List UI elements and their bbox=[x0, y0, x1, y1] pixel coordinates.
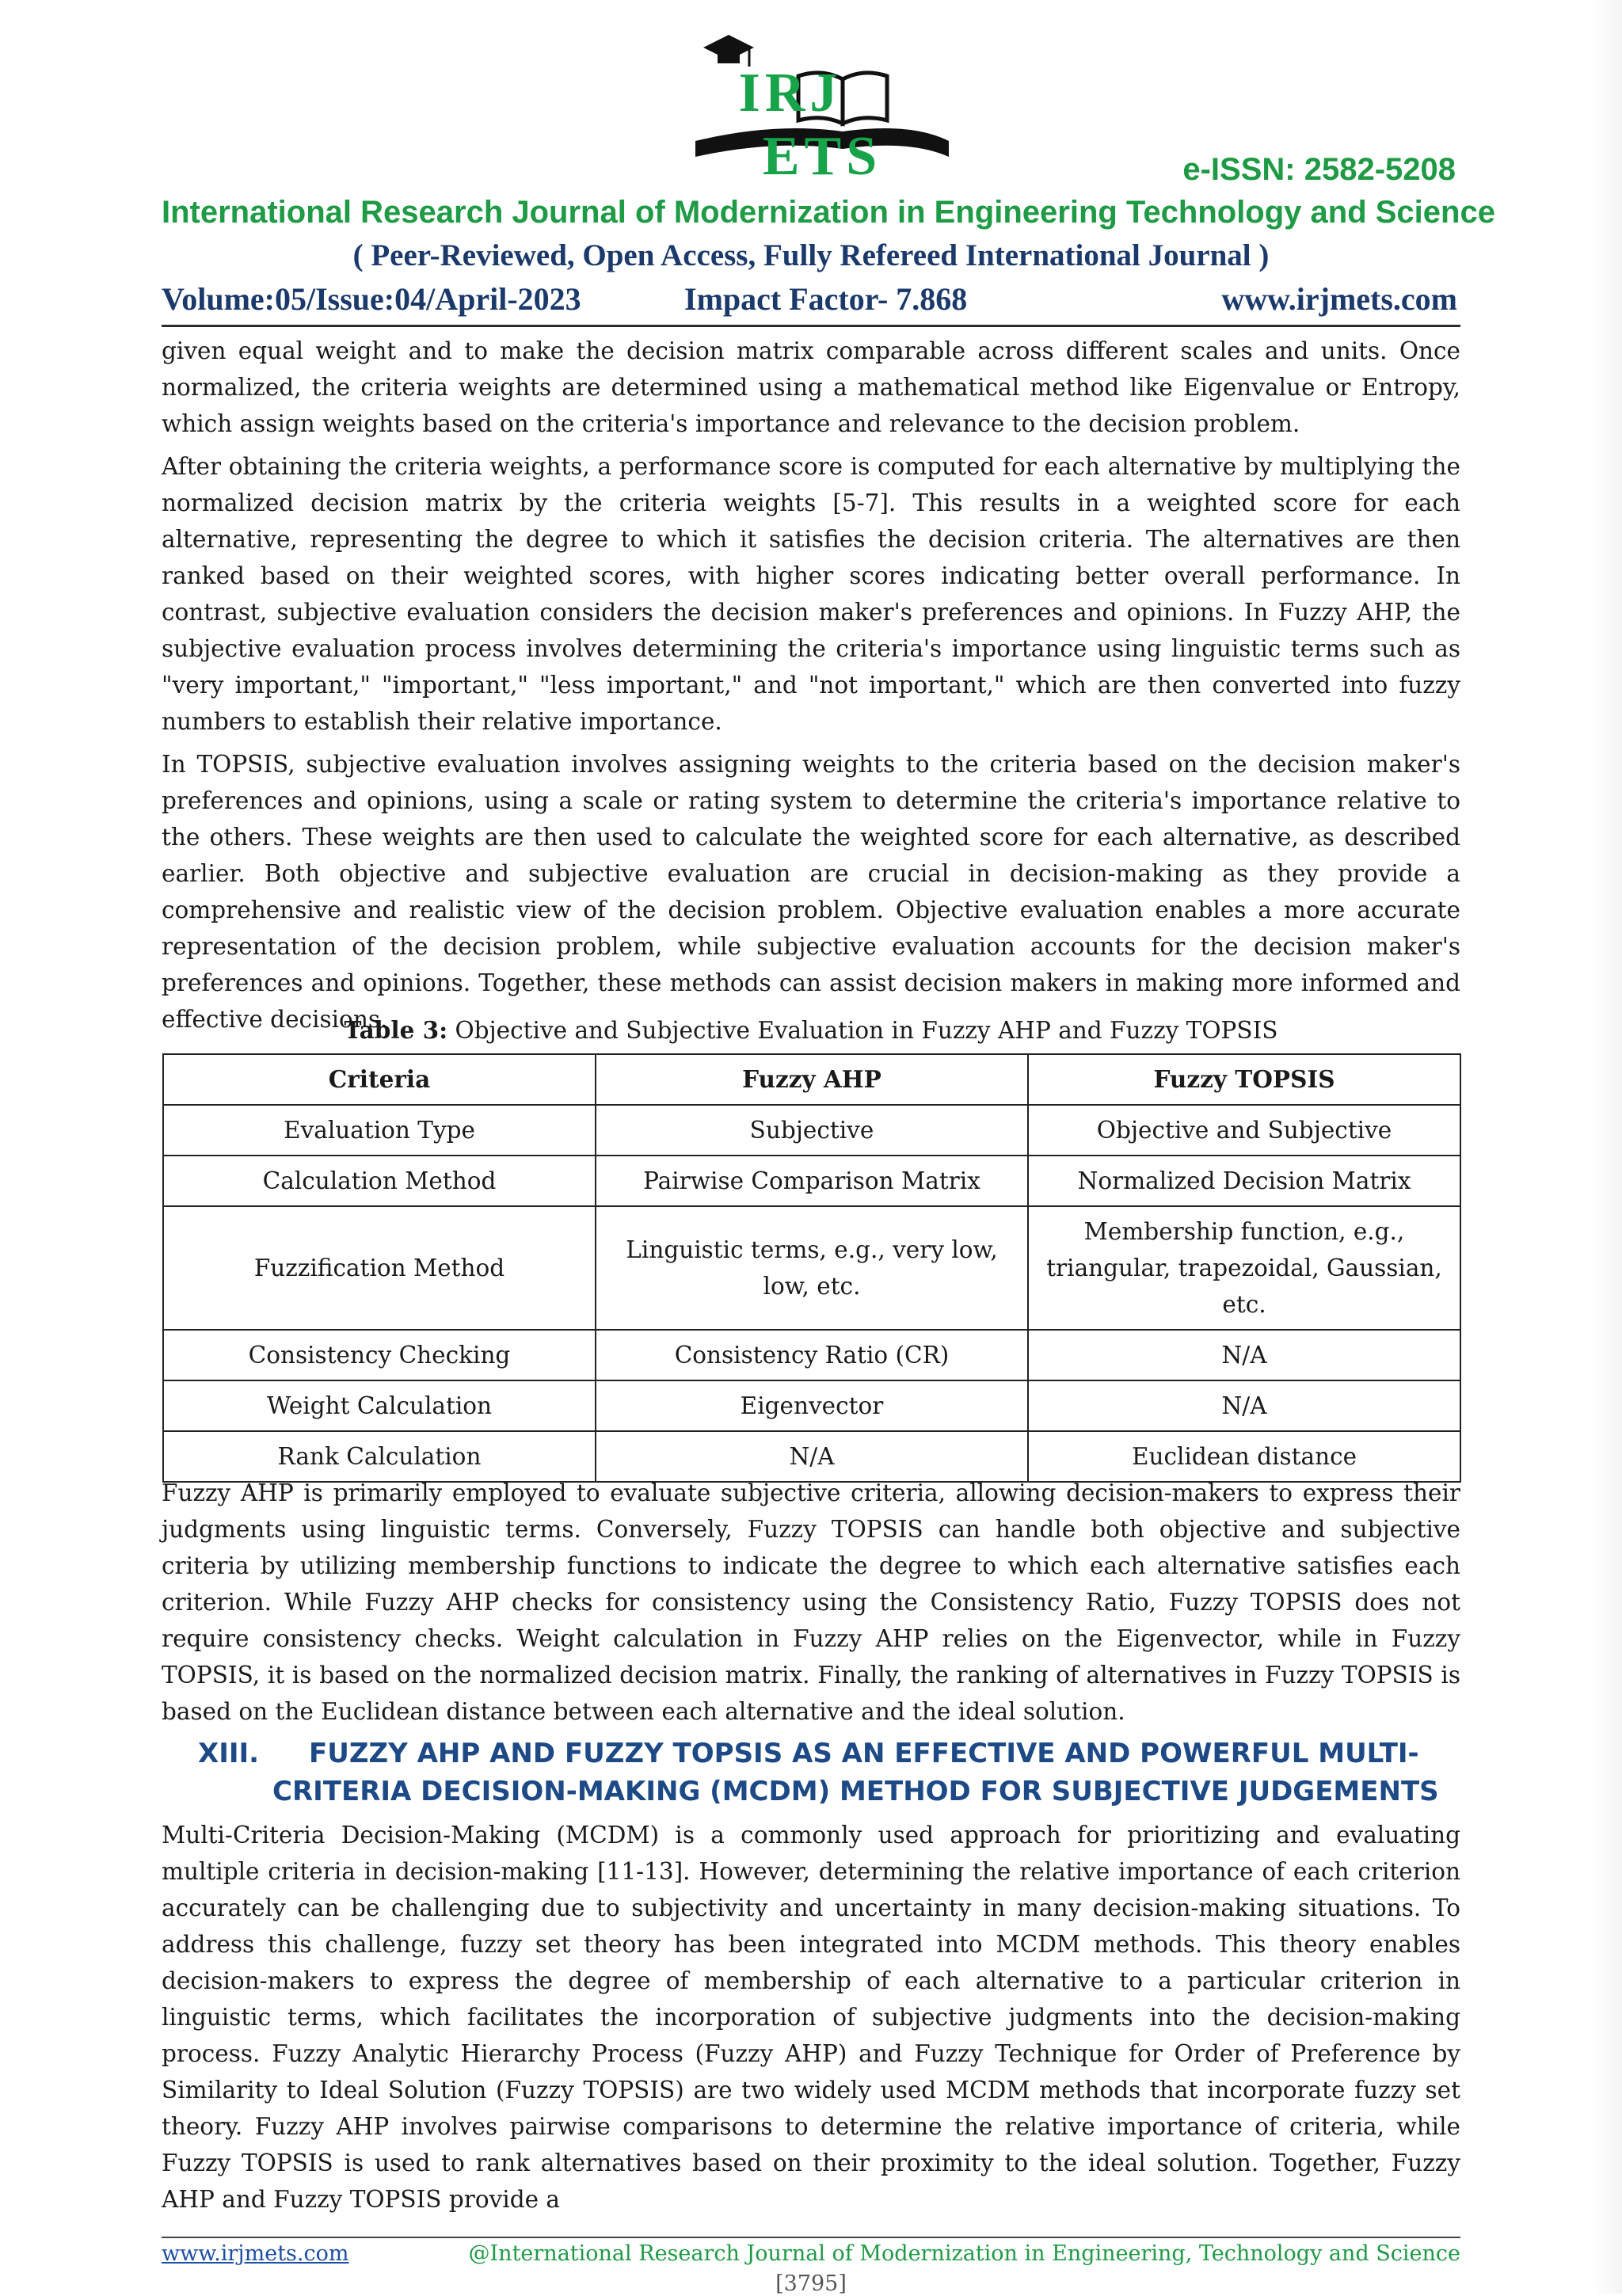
paragraph: given equal weight and to make the decision matrix comparable across different scales and units. Once normalized, the criteria weights are determined using a mathematical method like Eigenvalue or Entropy, which assign weights based on the criteria's importance and relevance to the decision problem. bbox=[162, 337, 1460, 437]
section-number: XIII. bbox=[198, 1738, 260, 1769]
table-caption-text: Objective and Subjective Evaluation in Fuzzy AHP and Fuzzy TOPSIS bbox=[447, 1017, 1278, 1044]
table-header-row bbox=[163, 1054, 1460, 1105]
table-cell: Pairwise Comparison Matrix bbox=[596, 1156, 1028, 1206]
peer-review-line: ( Peer-Reviewed, Open Access, Fully Refereed International Journal ) bbox=[352, 238, 1270, 272]
body-text-top bbox=[162, 333, 1460, 1044]
table-row bbox=[163, 1105, 1460, 1156]
table-row bbox=[163, 1380, 1460, 1431]
paragraph: Multi-Criteria Decision-Making (MCDM) is a commonly used approach for prioritizing and evaluating multiple criteria in decision-making [11-13]. However, determining the relative importance of each criterion accurately can be challenging due to subjectivity and uncertainty in many decision-making situations. To address this challenge, fuzzy set theory has been integrated into MCDM methods. This theory enables decision-makers to express the degree of membership of each alternative to a particular criterion in linguistic terms, which facilitates the incorporation of subjective judgments into the decision-making process. Fuzzy Analytic Hierarchy Process (Fuzzy AHP) and Fuzzy Technique for Order of Preference by Similarity to Ideal Solution (Fuzzy TOPSIS) are two widely used MCDM methods that incorporate fuzzy set theory. Fuzzy AHP involves pairwise comparisons to determine the relative importance of criteria, while Fuzzy TOPSIS is used to rank alternatives based on their proximity to the ideal solution. Together, Fuzzy AHP and Fuzzy TOPSIS provide a bbox=[162, 1822, 1460, 2213]
section-title-line1: FUZZY AHP AND FUZZY TOPSIS AS AN EFFECTIVE AND POWERFUL MULTI- bbox=[309, 1738, 1419, 1769]
table-cell: Membership function, e.g., triangular, trapezoidal, Gaussian, etc. bbox=[1028, 1206, 1460, 1330]
table-header-cell: Criteria bbox=[163, 1054, 596, 1105]
paragraph: In TOPSIS, subjective evaluation involves assigning weights to the criteria based on the decision maker's preferences and opinions, using a scale or rating system to determine the criteria's importance relative to the others. These weights are then used to calculate the weighted score for each alternative, as described earlier. Both objective and subjective evaluation are crucial in decision-making as they provide a comprehensive and realistic view of the decision problem. Objective evaluation enables a more accurate representation of the decision problem, while subjective evaluation accounts for the decision maker's preferences and opinions. Together, these methods can assist decision makers in making more informed and effective decisions. bbox=[162, 751, 1460, 1033]
table-cell: Euclidean distance bbox=[1028, 1431, 1460, 1482]
section-title-line2: CRITERIA DECISION-MAKING (MCDM) METHOD FOR SUBJECTIVE JUDGEMENTS bbox=[272, 1776, 1439, 1807]
table-cell: Consistency Checking bbox=[163, 1330, 596, 1380]
paragraph: After obtaining the criteria weights, a performance score is computed for each alternative by multiplying the normalized decision matrix by the criteria weights [5-7]. This results in a weighted score for each alternative, representing the degree to which it satisfies the decision criteria. The alternatives are then ranked based on their weighted scores, with higher scores indicating better overall performance. In contrast, subjective evaluation considers the decision maker's preferences and opinions. In Fuzzy AHP, the subjective evaluation process involves determining the criteria's importance using linguistic terms such as "very important," "important," "less important," and "not important," which are then converted into fuzzy numbers to establish their relative importance. bbox=[162, 453, 1460, 735]
table-caption bbox=[162, 1012, 1460, 1049]
footer-website-link[interactable]: www.irjmets.com bbox=[162, 2241, 349, 2266]
footer-divider bbox=[162, 2237, 1460, 2238]
table-cell: Weight Calculation bbox=[163, 1380, 596, 1431]
eissn-label: e-ISSN: 2582-5208 bbox=[1182, 152, 1456, 187]
volume-label: Volume:05/Issue:04/April-2023 bbox=[162, 281, 581, 317]
page-edge-shadow bbox=[1593, 0, 1622, 2294]
table-row bbox=[163, 1206, 1460, 1330]
table-cell: N/A bbox=[1028, 1330, 1460, 1380]
paragraph: Fuzzy AHP is primarily employed to evaluate subjective criteria, allowing decision-makers to express their judgments using linguistic terms. Conversely, Fuzzy TOPSIS can handle both objective and subjective criteria by utilizing membership functions to indicate the degree to which each alternative satisfies each criterion. While Fuzzy AHP checks for consistency using the Consistency Ratio, Fuzzy TOPSIS does not require consistency checks. Weight calculation in Fuzzy AHP relies on the Eigenvector, while in Fuzzy TOPSIS, it is based on the normalized decision matrix. Finally, the ranking of alternatives in Fuzzy TOPSIS is based on the Euclidean distance between each alternative and the ideal solution. bbox=[162, 1479, 1460, 1725]
table-cell: Consistency Ratio (CR) bbox=[596, 1330, 1028, 1380]
table-cell: Fuzzification Method bbox=[163, 1206, 596, 1330]
table-cell: N/A bbox=[1028, 1380, 1460, 1431]
table-cell: Normalized Decision Matrix bbox=[1028, 1156, 1460, 1206]
table-cell: Subjective bbox=[596, 1105, 1028, 1156]
table-row bbox=[163, 1156, 1460, 1206]
table-cell: Objective and Subjective bbox=[1028, 1105, 1460, 1156]
impact-factor-label: Impact Factor- 7.868 bbox=[684, 281, 968, 317]
journal-title: International Research Journal of Modernization in Engineering Technology and Science bbox=[162, 195, 1495, 230]
body-text-section bbox=[162, 1817, 1460, 2224]
table-cell: Linguistic terms, e.g., very low, low, etc. bbox=[596, 1206, 1028, 1330]
table-row bbox=[163, 1330, 1460, 1380]
journal-logo bbox=[680, 30, 965, 187]
table-header-cell: Fuzzy TOPSIS bbox=[1028, 1054, 1460, 1105]
table-caption-label: Table 3: bbox=[344, 1016, 448, 1044]
table-cell: Calculation Method bbox=[163, 1156, 596, 1206]
table-cell: N/A bbox=[596, 1431, 1028, 1482]
website-label: www.irjmets.com bbox=[1221, 281, 1457, 317]
header-divider bbox=[162, 325, 1460, 327]
page-number: [3795] bbox=[775, 2271, 847, 2296]
evaluation-table bbox=[162, 1053, 1461, 1483]
logo-wordmark: IRJETS bbox=[738, 63, 882, 187]
table-cell: Eigenvector bbox=[596, 1380, 1028, 1431]
issue-meta-line bbox=[162, 280, 1457, 320]
table-cell: Rank Calculation bbox=[163, 1431, 596, 1482]
footer-copyright: @International Research Journal of Modernization in Engineering, Technology and Science bbox=[468, 2241, 1460, 2266]
table-header-cell: Fuzzy AHP bbox=[596, 1054, 1028, 1105]
body-text-after-table bbox=[162, 1475, 1460, 1736]
table-cell: Evaluation Type bbox=[163, 1105, 596, 1156]
